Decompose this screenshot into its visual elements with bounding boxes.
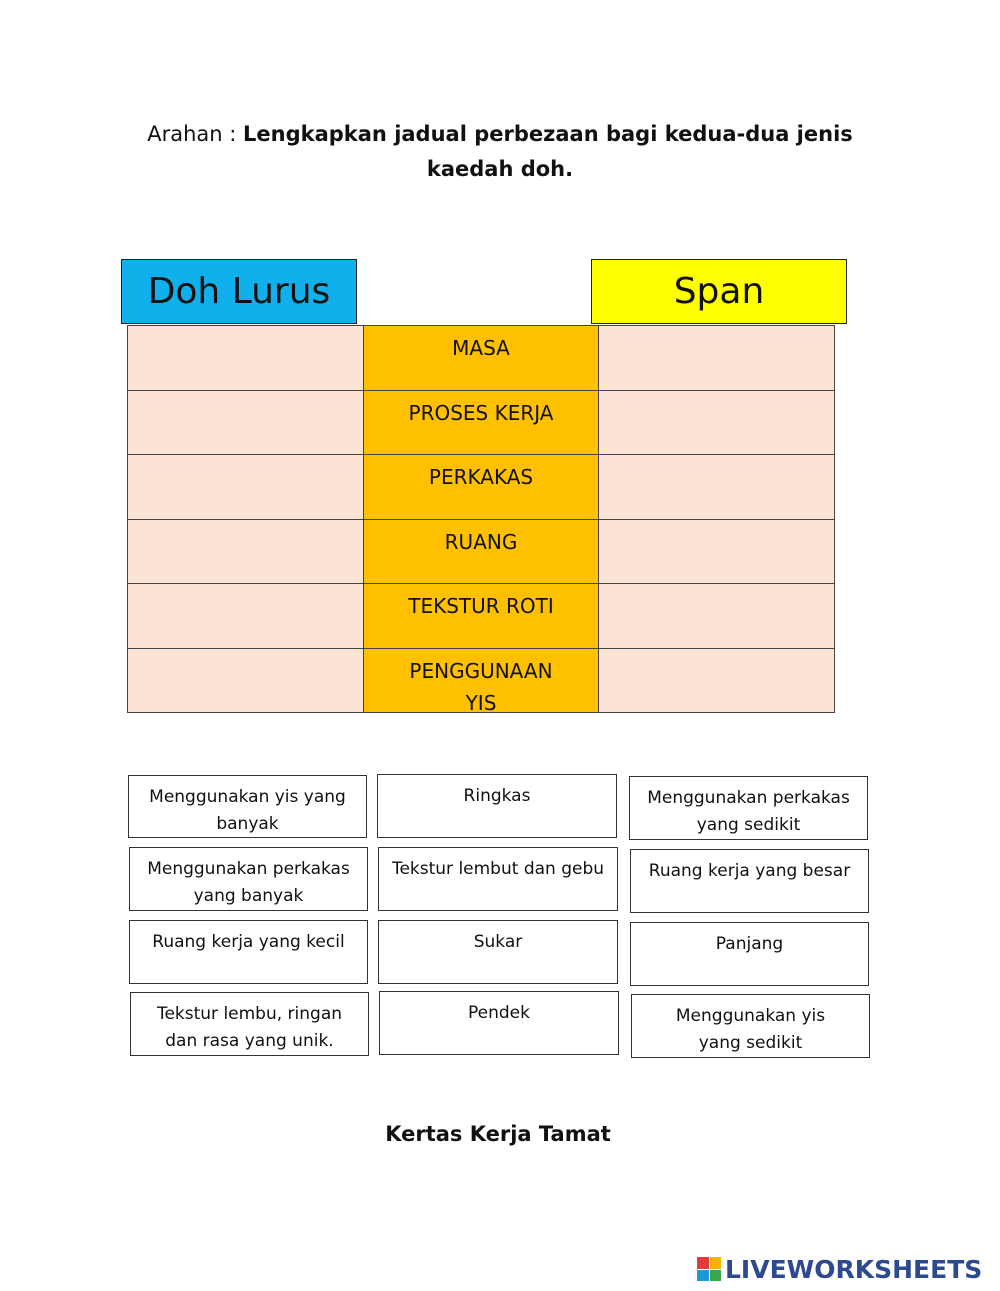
option-card[interactable]: Menggunakan yis yang banyak bbox=[128, 775, 367, 838]
option-card[interactable]: Menggunakan perkakas yang sedikit bbox=[629, 776, 868, 840]
answer-slot-left[interactable] bbox=[127, 390, 364, 456]
answer-slot-right[interactable] bbox=[598, 325, 835, 391]
criterion-cell: TEKSTUR ROTI bbox=[363, 583, 599, 649]
criterion-cell: RUANG bbox=[363, 519, 599, 585]
instruction-text: Lengkapkan jadual perbezaan bagi kedua-dua jenis bbox=[243, 122, 853, 146]
table-row bbox=[128, 649, 840, 714]
answer-slot-right[interactable] bbox=[598, 390, 835, 456]
answer-slot-left[interactable] bbox=[127, 454, 364, 520]
option-card[interactable]: Ruang kerja yang kecil bbox=[129, 920, 368, 984]
option-card[interactable]: Ruang kerja yang besar bbox=[630, 849, 869, 913]
answer-slot-right[interactable] bbox=[598, 583, 835, 649]
criterion-cell: PERKAKAS bbox=[363, 454, 599, 520]
table-row bbox=[128, 326, 840, 391]
answer-slot-left[interactable] bbox=[127, 648, 364, 714]
instruction-line-2: kaedah doh. bbox=[426, 157, 574, 181]
option-card[interactable]: Tekstur lembut dan gebu bbox=[378, 847, 618, 911]
footer-text: Kertas Kerja Tamat bbox=[385, 1122, 611, 1146]
table-row bbox=[128, 520, 840, 585]
answer-slot-right[interactable] bbox=[598, 648, 835, 714]
table-row bbox=[128, 584, 840, 649]
liveworksheets-logo bbox=[697, 1253, 982, 1285]
option-card[interactable]: Tekstur lembu, ringan dan rasa yang unik. bbox=[130, 992, 369, 1056]
option-card[interactable]: Pendek bbox=[379, 991, 619, 1055]
liveworksheets-logo-icon bbox=[697, 1257, 721, 1281]
answer-slot-right[interactable] bbox=[598, 454, 835, 520]
answer-slot-left[interactable] bbox=[127, 583, 364, 649]
instruction-label: Arahan : bbox=[147, 122, 237, 146]
option-card[interactable]: Menggunakan yis yang sedikit bbox=[631, 994, 870, 1058]
table-row bbox=[128, 455, 840, 520]
option-card[interactable]: Panjang bbox=[630, 922, 869, 986]
criterion-cell: PENGGUNAAN YIS bbox=[363, 648, 599, 714]
option-card[interactable]: Menggunakan perkakas yang banyak bbox=[129, 847, 368, 911]
criterion-cell: PROSES KERJA bbox=[363, 390, 599, 456]
answer-slot-right[interactable] bbox=[598, 519, 835, 585]
answer-slot-left[interactable] bbox=[127, 325, 364, 391]
header-doh-lurus: Doh Lurus bbox=[121, 259, 357, 324]
option-card[interactable]: Sukar bbox=[378, 920, 618, 984]
option-card[interactable]: Ringkas bbox=[377, 774, 617, 838]
table-row bbox=[128, 391, 840, 456]
comparison-table bbox=[128, 326, 840, 713]
header-span: Span bbox=[591, 259, 847, 324]
criterion-cell: MASA bbox=[363, 325, 599, 391]
brand-name: LIVEWORKSHEETS bbox=[725, 1254, 983, 1284]
answer-slot-left[interactable] bbox=[127, 519, 364, 585]
instruction-line-1 bbox=[0, 119, 1000, 149]
